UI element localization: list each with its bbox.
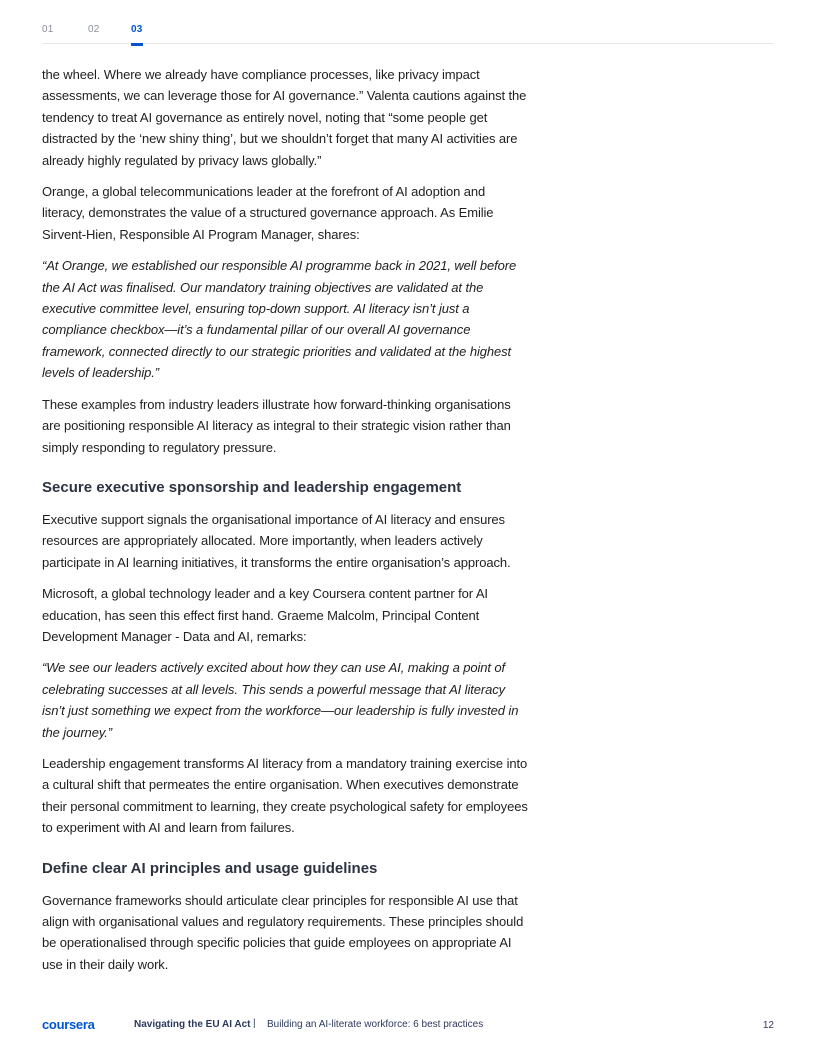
paragraph-executive-support: Executive support signals the organisational importance of AI literacy and ensures resources are appropriately allocated. More importantly, when leaders actively participate in AI learning initiatives, it transforms the entire organisation’s approach. bbox=[42, 511, 511, 570]
article-body bbox=[42, 64, 528, 985]
paragraph-governance-frameworks: Governance frameworks should articulate clear principles for responsible AI use that align with organisational values and regulatory requirements. These principles should be operationalised through specific policies that guide employees on appropriate AI use in their daily work. bbox=[42, 892, 524, 972]
paragraph-industry-examples: These examples from industry leaders illustrate how forward-thinking organisations are positioning responsible AI literacy as integral to their strategic vision rather than simply responding to regulatory pressure. bbox=[42, 396, 511, 455]
heading-ai-principles: Define clear AI principles and usage guidelines bbox=[42, 859, 378, 877]
section-tabs bbox=[42, 22, 774, 44]
tab-01[interactable]: 01 bbox=[42, 24, 54, 35]
quote-microsoft: “We see our leaders actively excited about how they can use AI, making a point of celebrating successes at all levels. This sends a powerful message that AI literacy isn’t just something we expect from the workforce—our leadership is fully invested in the journey.” bbox=[42, 660, 519, 740]
footer-document-title: Navigating the EU AI Act bbox=[134, 1019, 251, 1030]
footer-section-title: Building an AI-literate workforce: 6 best practices bbox=[267, 1019, 484, 1030]
paragraph-microsoft-intro: Microsoft, a global technology leader and a key Coursera content partner for AI education, has seen this effect first hand. Graeme Malcolm, Principal Content Development Manager - Data and AI, remarks: bbox=[42, 586, 488, 644]
page-number: 12 bbox=[762, 1020, 774, 1031]
footer-separator: | bbox=[253, 1018, 256, 1029]
paragraph-orange-intro: Orange, a global telecommunications leader at the forefront of AI adoption and literacy, demonstrates the value of a structured governance approach. As Emilie Sirvent-Hien, Responsible AI Program Manager, shares: bbox=[42, 184, 494, 242]
tab-03[interactable]: 03 bbox=[131, 24, 143, 35]
heading-executive-sponsorship: Secure executive sponsorship and leadership engagement bbox=[42, 478, 462, 496]
coursera-logo: coursera bbox=[42, 1017, 95, 1032]
paragraph-governance-processes: the wheel. Where we already have compliance processes, like privacy impact assessments, we can leverage those for AI governance.” Valenta cautions against the tendency to treat AI governance as entirely novel, noting that “some people get distracted by the ‘new shiny thing’, but we shouldn’t forget that many AI activities are already highly regulated by privacy laws globally.” bbox=[42, 67, 527, 168]
tab-02[interactable]: 02 bbox=[88, 24, 100, 35]
quote-orange: “At Orange, we established our responsible AI programme back in 2021, well before the AI Act was finalised. Our mandatory training objectives are validated at the executive committee level, ensuring top-down support. AI literacy isn’t just a compliance checkbox—it’s a fundamental pillar of our overall AI governance framework, connected directly to our strategic priorities and validated at the highest levels of leadership.” bbox=[42, 258, 517, 381]
page-footer bbox=[42, 1016, 774, 1036]
paragraph-leadership-engagement: Leadership engagement transforms AI literacy from a mandatory training exercise into a cultural shift that permeates the entire organisation. When executives demonstrate their personal commitment to learning, they create psychological safety for employees to experiment with AI and learn from failures. bbox=[42, 755, 528, 836]
